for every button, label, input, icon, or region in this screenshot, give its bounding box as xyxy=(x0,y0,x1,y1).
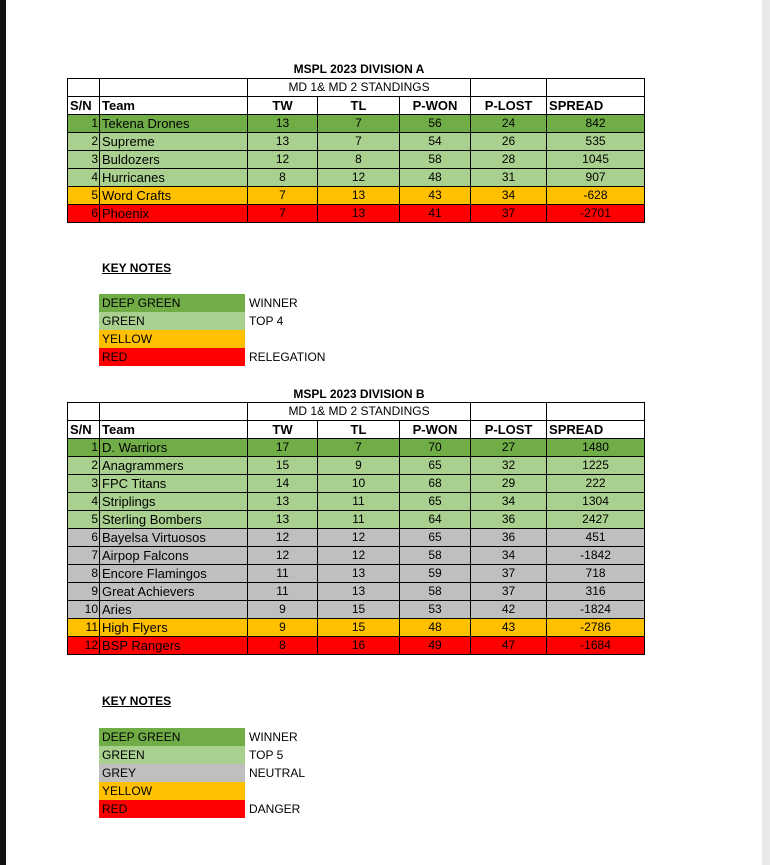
spread: 907 xyxy=(547,169,645,187)
points-won: 49 xyxy=(400,637,471,655)
team-name: Tekena Drones xyxy=(100,115,248,133)
team-name: Bayelsa Virtuosos xyxy=(100,529,248,547)
team-wins: 12 xyxy=(248,547,318,565)
points-lost: 28 xyxy=(471,151,547,169)
legend-meaning: NEUTRAL xyxy=(249,766,306,780)
division-b-title: MSPL 2023 DIVISION B xyxy=(293,387,425,401)
legend-item xyxy=(99,746,305,764)
spread: 718 xyxy=(547,565,645,583)
points-won: 70 xyxy=(400,439,471,457)
row-sn: 12 xyxy=(68,637,100,655)
table-row xyxy=(68,205,645,223)
spread: -1842 xyxy=(547,547,645,565)
legend-item xyxy=(99,312,325,330)
points-lost: 34 xyxy=(471,493,547,511)
legend-swatch-label: DEEP GREEN xyxy=(99,728,245,746)
header-tw: TW xyxy=(248,421,318,439)
legend-swatch-label: GREEN xyxy=(99,312,245,330)
table-row xyxy=(68,187,645,205)
legend-item xyxy=(99,764,305,782)
header-p-won: P-WON xyxy=(400,97,471,115)
legend-item xyxy=(99,294,325,312)
header-p-lost: P-LOST xyxy=(471,97,547,115)
row-sn: 2 xyxy=(68,133,100,151)
legend-swatch-label: YELLOW xyxy=(99,782,245,800)
spread: 1304 xyxy=(547,493,645,511)
header-sn: S/N xyxy=(68,97,100,115)
table-row xyxy=(68,169,645,187)
points-won: 65 xyxy=(400,457,471,475)
table-subtitle-row xyxy=(68,403,645,421)
table-row xyxy=(68,547,645,565)
table-subtitle-row xyxy=(68,79,645,97)
points-lost: 31 xyxy=(471,169,547,187)
team-wins: 12 xyxy=(248,151,318,169)
spread: -1824 xyxy=(547,601,645,619)
points-won: 58 xyxy=(400,547,471,565)
points-lost: 26 xyxy=(471,133,547,151)
row-sn: 5 xyxy=(68,511,100,529)
team-losses: 11 xyxy=(318,493,400,511)
points-lost: 34 xyxy=(471,547,547,565)
row-sn: 10 xyxy=(68,601,100,619)
team-wins: 13 xyxy=(248,133,318,151)
division-b-key-notes-legend xyxy=(99,728,305,818)
team-wins: 15 xyxy=(248,457,318,475)
spread: -2701 xyxy=(547,205,645,223)
team-name: Anagrammers xyxy=(100,457,248,475)
team-name: Striplings xyxy=(100,493,248,511)
points-won: 54 xyxy=(400,133,471,151)
team-wins: 12 xyxy=(248,529,318,547)
legend-meaning: WINNER xyxy=(249,730,298,744)
team-losses: 15 xyxy=(318,601,400,619)
header-team: Team xyxy=(100,421,248,439)
team-name: Aries xyxy=(100,601,248,619)
points-lost: 43 xyxy=(471,619,547,637)
points-won: 56 xyxy=(400,115,471,133)
spread: 222 xyxy=(547,475,645,493)
legend-meaning: WINNER xyxy=(249,296,298,310)
points-won: 58 xyxy=(400,151,471,169)
team-name: Great Achievers xyxy=(100,583,248,601)
table-row xyxy=(68,493,645,511)
points-lost: 42 xyxy=(471,601,547,619)
team-name: Phoenix xyxy=(100,205,248,223)
team-wins: 8 xyxy=(248,169,318,187)
points-won: 53 xyxy=(400,601,471,619)
header-spread: SPREAD xyxy=(547,97,645,115)
table-row xyxy=(68,151,645,169)
table-row xyxy=(68,637,645,655)
team-losses: 16 xyxy=(318,637,400,655)
team-losses: 15 xyxy=(318,619,400,637)
team-wins: 9 xyxy=(248,619,318,637)
team-losses: 7 xyxy=(318,115,400,133)
points-won: 59 xyxy=(400,565,471,583)
points-won: 64 xyxy=(400,511,471,529)
team-losses: 12 xyxy=(318,529,400,547)
team-losses: 12 xyxy=(318,169,400,187)
points-lost: 37 xyxy=(471,583,547,601)
points-lost: 34 xyxy=(471,187,547,205)
points-won: 68 xyxy=(400,475,471,493)
points-lost: 27 xyxy=(471,439,547,457)
table-row xyxy=(68,133,645,151)
legend-item xyxy=(99,348,325,366)
team-wins: 13 xyxy=(248,511,318,529)
legend-item xyxy=(99,330,325,348)
team-wins: 13 xyxy=(248,115,318,133)
team-wins: 7 xyxy=(248,187,318,205)
legend-swatch-label: RED xyxy=(99,800,245,818)
points-won: 48 xyxy=(400,619,471,637)
team-losses: 13 xyxy=(318,187,400,205)
division-a-title: MSPL 2023 DIVISION A xyxy=(293,62,425,76)
team-name: High Flyers xyxy=(100,619,248,637)
division-b-key-notes-title: KEY NOTES xyxy=(102,694,172,708)
row-sn: 5 xyxy=(68,187,100,205)
points-lost: 36 xyxy=(471,529,547,547)
row-sn: 7 xyxy=(68,547,100,565)
team-name: D. Warriors xyxy=(100,439,248,457)
division-a-subtitle: MD 1& MD 2 STANDINGS xyxy=(248,79,471,97)
header-tl: TL xyxy=(318,421,400,439)
team-losses: 11 xyxy=(318,511,400,529)
legend-item xyxy=(99,782,305,800)
team-name: Sterling Bombers xyxy=(100,511,248,529)
row-sn: 11 xyxy=(68,619,100,637)
team-wins: 8 xyxy=(248,637,318,655)
team-name: Airpop Falcons xyxy=(100,547,248,565)
table-row xyxy=(68,565,645,583)
points-won: 41 xyxy=(400,205,471,223)
table-row xyxy=(68,529,645,547)
spread: 1045 xyxy=(547,151,645,169)
team-losses: 13 xyxy=(318,583,400,601)
division-b-subtitle: MD 1& MD 2 STANDINGS xyxy=(248,403,471,421)
team-losses: 7 xyxy=(318,133,400,151)
points-won: 43 xyxy=(400,187,471,205)
table-header-row xyxy=(68,421,645,439)
spread: 2427 xyxy=(547,511,645,529)
row-sn: 8 xyxy=(68,565,100,583)
team-name: BSP Rangers xyxy=(100,637,248,655)
header-tl: TL xyxy=(318,97,400,115)
team-wins: 11 xyxy=(248,565,318,583)
spread: 1480 xyxy=(547,439,645,457)
table-row xyxy=(68,583,645,601)
points-won: 58 xyxy=(400,583,471,601)
team-name: Buldozers xyxy=(100,151,248,169)
spread: 535 xyxy=(547,133,645,151)
page-left-edge xyxy=(0,0,6,865)
team-losses: 10 xyxy=(318,475,400,493)
row-sn: 2 xyxy=(68,457,100,475)
points-lost: 36 xyxy=(471,511,547,529)
table-row xyxy=(68,115,645,133)
header-p-lost: P-LOST xyxy=(471,421,547,439)
legend-swatch-label: GREEN xyxy=(99,746,245,764)
team-wins: 14 xyxy=(248,475,318,493)
table-header-row xyxy=(68,97,645,115)
row-sn: 9 xyxy=(68,583,100,601)
team-losses: 13 xyxy=(318,205,400,223)
team-losses: 7 xyxy=(318,439,400,457)
row-sn: 1 xyxy=(68,439,100,457)
legend-item xyxy=(99,800,305,818)
team-wins: 9 xyxy=(248,601,318,619)
header-tw: TW xyxy=(248,97,318,115)
legend-item xyxy=(99,728,305,746)
team-name: Supreme xyxy=(100,133,248,151)
points-lost: 32 xyxy=(471,457,547,475)
spread: 1225 xyxy=(547,457,645,475)
row-sn: 4 xyxy=(68,493,100,511)
header-spread: SPREAD xyxy=(547,421,645,439)
table-row xyxy=(68,511,645,529)
page-right-edge xyxy=(762,0,770,865)
spread: -2786 xyxy=(547,619,645,637)
points-won: 65 xyxy=(400,529,471,547)
division-a-standings-table xyxy=(67,78,645,223)
legend-meaning: RELEGATION xyxy=(249,350,326,364)
team-name: Encore Flamingos xyxy=(100,565,248,583)
team-name: FPC Titans xyxy=(100,475,248,493)
header-team: Team xyxy=(100,97,248,115)
team-wins: 7 xyxy=(248,205,318,223)
legend-swatch-label: YELLOW xyxy=(99,330,245,348)
table-row xyxy=(68,619,645,637)
points-won: 48 xyxy=(400,169,471,187)
legend-meaning: TOP 5 xyxy=(249,748,284,762)
spread: -628 xyxy=(547,187,645,205)
row-sn: 1 xyxy=(68,115,100,133)
team-wins: 17 xyxy=(248,439,318,457)
table-row xyxy=(68,439,645,457)
legend-swatch-label: RED xyxy=(99,348,245,366)
points-lost: 29 xyxy=(471,475,547,493)
row-sn: 3 xyxy=(68,475,100,493)
legend-swatch-label: DEEP GREEN xyxy=(99,294,245,312)
spread: 451 xyxy=(547,529,645,547)
team-wins: 11 xyxy=(248,583,318,601)
header-sn: S/N xyxy=(68,421,100,439)
division-a-key-notes-legend xyxy=(99,294,325,366)
spread: -1684 xyxy=(547,637,645,655)
division-b-standings-table xyxy=(67,402,645,655)
spread: 316 xyxy=(547,583,645,601)
legend-meaning: DANGER xyxy=(249,802,301,816)
team-name: Word Crafts xyxy=(100,187,248,205)
row-sn: 6 xyxy=(68,205,100,223)
team-name: Hurricanes xyxy=(100,169,248,187)
team-losses: 8 xyxy=(318,151,400,169)
legend-meaning: TOP 4 xyxy=(249,314,284,328)
team-wins: 13 xyxy=(248,493,318,511)
points-won: 65 xyxy=(400,493,471,511)
row-sn: 6 xyxy=(68,529,100,547)
team-losses: 12 xyxy=(318,547,400,565)
team-losses: 13 xyxy=(318,565,400,583)
points-lost: 47 xyxy=(471,637,547,655)
row-sn: 3 xyxy=(68,151,100,169)
table-row xyxy=(68,601,645,619)
legend-swatch-label: GREY xyxy=(99,764,245,782)
spread: 842 xyxy=(547,115,645,133)
points-lost: 24 xyxy=(471,115,547,133)
row-sn: 4 xyxy=(68,169,100,187)
division-a-key-notes-title: KEY NOTES xyxy=(102,261,172,275)
header-p-won: P-WON xyxy=(400,421,471,439)
table-row xyxy=(68,457,645,475)
points-lost: 37 xyxy=(471,565,547,583)
team-losses: 9 xyxy=(318,457,400,475)
points-lost: 37 xyxy=(471,205,547,223)
table-row xyxy=(68,475,645,493)
